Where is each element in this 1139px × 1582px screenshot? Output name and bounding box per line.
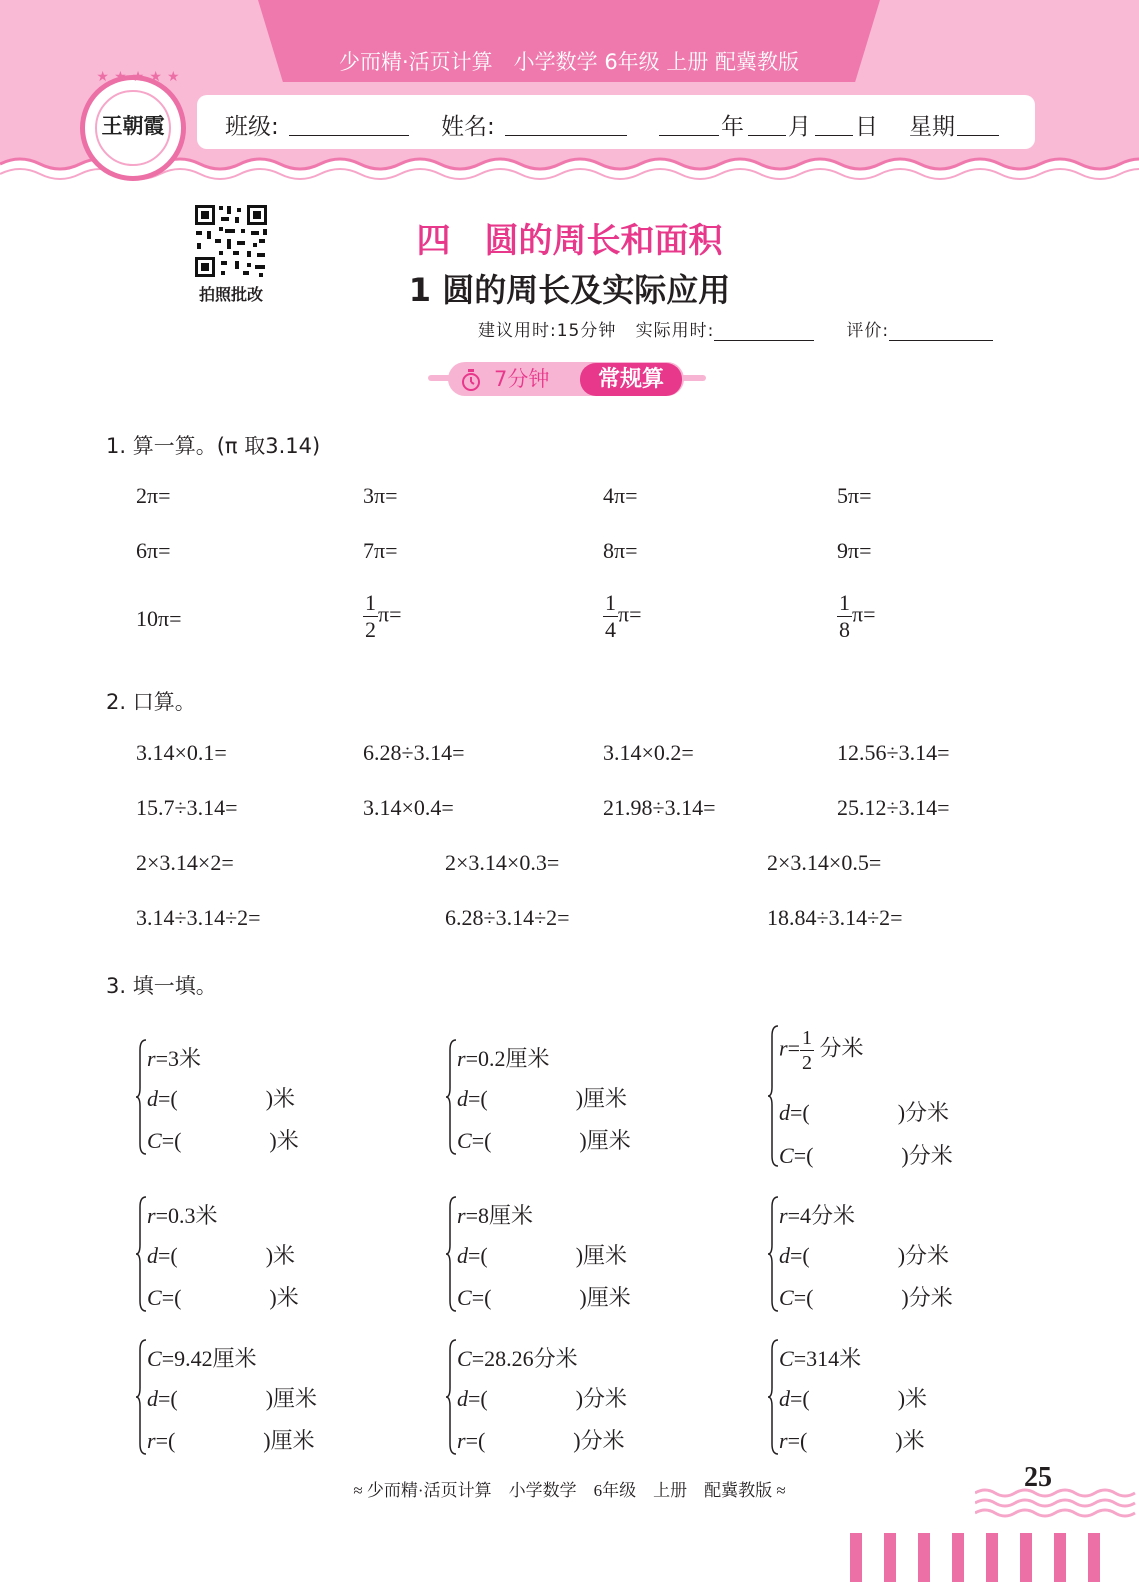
- answer-blank[interactable]: =( )厘米: [155, 1428, 315, 1453]
- var-symbol: C: [457, 1128, 472, 1153]
- q2-title: 2. 口算。: [106, 690, 196, 714]
- q2-item: 18.84÷3.14÷2=: [767, 905, 903, 930]
- answer-line: [147, 1281, 299, 1312]
- answer-line: [779, 1239, 949, 1270]
- logo-badge: [80, 75, 186, 181]
- fraction-denominator: 4: [605, 617, 616, 642]
- star-icon: ★: [114, 69, 127, 85]
- var-symbol: r: [147, 1428, 156, 1453]
- answer-blank[interactable]: =( )厘米: [468, 1243, 628, 1268]
- q3-title: 3. 填一填。: [106, 974, 217, 998]
- q2-item: 15.7÷3.14=: [136, 795, 238, 820]
- name-label: 姓名:: [441, 114, 495, 140]
- q2-item: 3.14×0.2=: [603, 740, 694, 765]
- q1-item: 10π=: [136, 606, 182, 631]
- given-value: =3米: [155, 1046, 201, 1071]
- fraction-numerator: 1: [801, 1027, 812, 1049]
- var-symbol: r: [457, 1428, 466, 1453]
- series-title: 少而精·活页计算 小学数学 6年级 上册 配冀教版: [338, 50, 800, 74]
- answer-blank[interactable]: =( )米: [790, 1386, 928, 1411]
- answer-blank[interactable]: =( )分米: [465, 1428, 625, 1453]
- answer-line: [457, 1424, 625, 1455]
- q2-item: 3.14÷3.14÷2=: [136, 905, 261, 930]
- fill-group: [135, 1338, 425, 1458]
- class-field[interactable]: [289, 111, 409, 136]
- info-bar: [197, 95, 1035, 149]
- q1-item: 3π=: [363, 483, 398, 508]
- var-symbol: C: [779, 1346, 794, 1371]
- fill-group: [135, 1195, 405, 1315]
- fraction-denominator: 8: [839, 617, 850, 642]
- answer-blank[interactable]: =( )米: [158, 1243, 296, 1268]
- footer-stripe: [1088, 1533, 1100, 1582]
- fill-group: [445, 1338, 745, 1458]
- timing-row: [478, 316, 993, 341]
- answer-line: [779, 1281, 953, 1312]
- month-field[interactable]: [748, 111, 786, 136]
- logo-stars: [90, 66, 186, 85]
- answer-blank[interactable]: =( )米: [161, 1285, 299, 1310]
- year-field[interactable]: [659, 111, 719, 136]
- var-symbol: d: [147, 1386, 158, 1411]
- fraction-tail: π=: [618, 601, 642, 627]
- given-line: [457, 1199, 533, 1230]
- fraction-numerator: 1: [839, 590, 850, 615]
- fill-group: [445, 1038, 745, 1158]
- var-symbol: C: [147, 1285, 162, 1310]
- q2-item: 6.28÷3.14÷2=: [445, 905, 570, 930]
- var-symbol: C: [779, 1143, 794, 1168]
- answer-blank[interactable]: =( )厘米: [468, 1086, 628, 1111]
- given-line: [147, 1199, 217, 1230]
- q1-item: 8π=: [603, 538, 638, 563]
- answer-blank[interactable]: =( )分米: [468, 1386, 628, 1411]
- brace-icon: [135, 1195, 147, 1313]
- given-value: =9.42厘米: [161, 1346, 257, 1371]
- year-label: 年: [721, 114, 744, 140]
- fraction-tail: π=: [852, 601, 876, 627]
- var-symbol: d: [457, 1243, 468, 1268]
- given-value: =314米: [793, 1346, 862, 1371]
- given-line: [147, 1342, 257, 1373]
- fraction-tail: π=: [378, 601, 402, 627]
- answer-line: [147, 1239, 295, 1270]
- actual-time-field[interactable]: [714, 316, 814, 341]
- q1-item: 9π=: [837, 538, 872, 563]
- brace-icon: [767, 1024, 779, 1168]
- footer-stripe: [1020, 1533, 1032, 1582]
- q2-item: 21.98÷3.14=: [603, 795, 716, 820]
- star-icon: ★: [96, 69, 109, 85]
- var-symbol: d: [147, 1243, 158, 1268]
- name-field[interactable]: [505, 111, 627, 136]
- answer-line: [779, 1424, 925, 1455]
- answer-line: [779, 1096, 949, 1127]
- var-symbol: C: [779, 1285, 794, 1310]
- var-symbol: d: [779, 1386, 790, 1411]
- answer-line: [147, 1424, 315, 1455]
- var-symbol: d: [779, 1243, 790, 1268]
- given-line: [779, 1028, 864, 1073]
- answer-blank[interactable]: =( )厘米: [471, 1128, 631, 1153]
- lesson-title: 1 圆的周长及实际应用: [408, 271, 731, 309]
- q1-fraction-item: [363, 592, 402, 641]
- footer-series: ≈ 少而精·活页计算 小学数学 6年级 上册 配冀教版 ≈: [353, 1481, 786, 1500]
- brace-icon: [767, 1195, 779, 1313]
- fraction-denominator: 2: [365, 617, 376, 642]
- q1-fraction-item: [603, 592, 642, 641]
- given-value: =8厘米: [465, 1203, 533, 1228]
- fill-group: [767, 1195, 1067, 1315]
- given-value: =0.3米: [155, 1203, 218, 1228]
- answer-line: [457, 1082, 627, 1113]
- given-value: =4分米: [787, 1203, 855, 1228]
- q1-item: 6π=: [136, 538, 171, 563]
- suggested-time: 建议用时:15分钟: [478, 321, 617, 341]
- equals-sign: =: [787, 1035, 800, 1061]
- q2-item: 3.14×0.4=: [363, 795, 454, 820]
- footer-stripe: [986, 1533, 998, 1582]
- q2-item: 2×3.14×0.5=: [767, 850, 882, 875]
- star-icon: ★: [131, 69, 145, 85]
- answer-line: [457, 1281, 631, 1312]
- brace-icon: [445, 1338, 457, 1456]
- class-label: 班级:: [225, 114, 279, 140]
- answer-line: [779, 1139, 953, 1170]
- answer-blank[interactable]: =( )分米: [793, 1285, 953, 1310]
- answer-blank[interactable]: =( )米: [161, 1128, 299, 1153]
- q1-fraction-item: [837, 592, 876, 641]
- var-symbol: r: [147, 1203, 156, 1228]
- footer-stripe: [952, 1533, 964, 1582]
- q2-item: 6.28÷3.14=: [363, 740, 465, 765]
- answer-blank[interactable]: =( )米: [158, 1086, 296, 1111]
- star-icon: ★: [149, 69, 162, 85]
- var-symbol: C: [457, 1346, 472, 1371]
- var-symbol: d: [457, 1086, 468, 1111]
- brace-icon: [135, 1038, 147, 1156]
- fraction-denominator: 2: [801, 1052, 812, 1074]
- answer-line: [457, 1382, 627, 1413]
- weekday-label: 星期: [909, 114, 955, 140]
- var-symbol: r: [779, 1203, 788, 1228]
- brace-icon: [135, 1338, 147, 1456]
- var-symbol: d: [147, 1086, 158, 1111]
- footer-stripe: [850, 1533, 862, 1582]
- var-symbol: r: [779, 1428, 788, 1453]
- q1-item: 5π=: [837, 483, 872, 508]
- var-symbol: d: [457, 1386, 468, 1411]
- fill-group: [767, 1024, 1067, 1172]
- given-line: [779, 1342, 861, 1373]
- var-symbol: d: [779, 1100, 790, 1125]
- given-value: =28.26分米: [471, 1346, 578, 1371]
- answer-line: [779, 1382, 927, 1413]
- q1-item: 2π=: [136, 483, 171, 508]
- answer-blank[interactable]: =( )厘米: [158, 1386, 318, 1411]
- given-line: [779, 1199, 855, 1230]
- weekday-field[interactable]: [957, 111, 999, 136]
- pill-tag: 常规算: [580, 363, 682, 396]
- var-symbol: C: [147, 1128, 162, 1153]
- given-line: [147, 1042, 201, 1073]
- q2-item: 12.56÷3.14=: [837, 740, 950, 765]
- q2-item: 2×3.14×0.3=: [445, 850, 560, 875]
- q1-item: 7π=: [363, 538, 398, 563]
- rating-field[interactable]: [889, 316, 993, 341]
- footer-stripe: [884, 1533, 896, 1582]
- unit-title: 四 圆的周长和面积: [416, 221, 723, 261]
- q1-title: 1. 算一算。(π 取3.14): [106, 434, 321, 458]
- var-symbol: r: [147, 1046, 156, 1071]
- fill-group: [445, 1195, 745, 1315]
- brace-icon: [767, 1338, 779, 1456]
- answer-blank[interactable]: =( )厘米: [471, 1285, 631, 1310]
- var-symbol: C: [147, 1346, 162, 1371]
- day-label: 日: [855, 114, 878, 140]
- unit-label: 分米: [813, 1035, 864, 1061]
- footer-stripe: [918, 1533, 930, 1582]
- logo-text: 王朝霞: [101, 113, 165, 138]
- q2-item: 25.12÷3.14=: [837, 795, 950, 820]
- month-label: 月: [788, 114, 811, 140]
- fraction-numerator: 1: [365, 590, 376, 615]
- footer-stripe: [1054, 1533, 1066, 1582]
- fraction-numerator: 1: [605, 590, 616, 615]
- fill-group: [135, 1038, 405, 1158]
- q1-item: 4π=: [603, 483, 638, 508]
- given-line: [457, 1042, 549, 1073]
- answer-blank[interactable]: =( )米: [787, 1428, 925, 1453]
- day-field[interactable]: [815, 111, 853, 136]
- var-symbol: r: [457, 1046, 466, 1071]
- var-symbol: r: [779, 1035, 788, 1061]
- var-symbol: C: [457, 1285, 472, 1310]
- answer-line: [147, 1124, 299, 1155]
- rating-label: 评价:: [846, 321, 890, 341]
- brace-icon: [445, 1195, 457, 1313]
- pill-time: 7分钟: [494, 367, 550, 391]
- answer-blank[interactable]: =( )分米: [790, 1243, 950, 1268]
- stopwatch-icon: [460, 368, 482, 392]
- page-number: 25: [1024, 1462, 1052, 1493]
- given-value: =0.2厘米: [465, 1046, 550, 1071]
- actual-time-label: 实际用时:: [635, 321, 715, 341]
- var-symbol: r: [457, 1203, 466, 1228]
- q2-item: 3.14×0.1=: [136, 740, 227, 765]
- footer-wave-icon: [975, 1485, 1139, 1525]
- answer-line: [147, 1382, 317, 1413]
- q2-item: 2×3.14×2=: [136, 850, 234, 875]
- given-line: [457, 1342, 578, 1373]
- answer-line: [457, 1124, 631, 1155]
- answer-blank[interactable]: =( )分米: [790, 1100, 950, 1125]
- qr-label: 拍照批改: [198, 285, 263, 304]
- brace-icon: [445, 1038, 457, 1156]
- answer-line: [147, 1082, 295, 1113]
- answer-line: [457, 1239, 627, 1270]
- answer-blank[interactable]: =( )分米: [793, 1143, 953, 1168]
- star-icon: ★: [167, 69, 180, 85]
- fill-group: [767, 1338, 1047, 1458]
